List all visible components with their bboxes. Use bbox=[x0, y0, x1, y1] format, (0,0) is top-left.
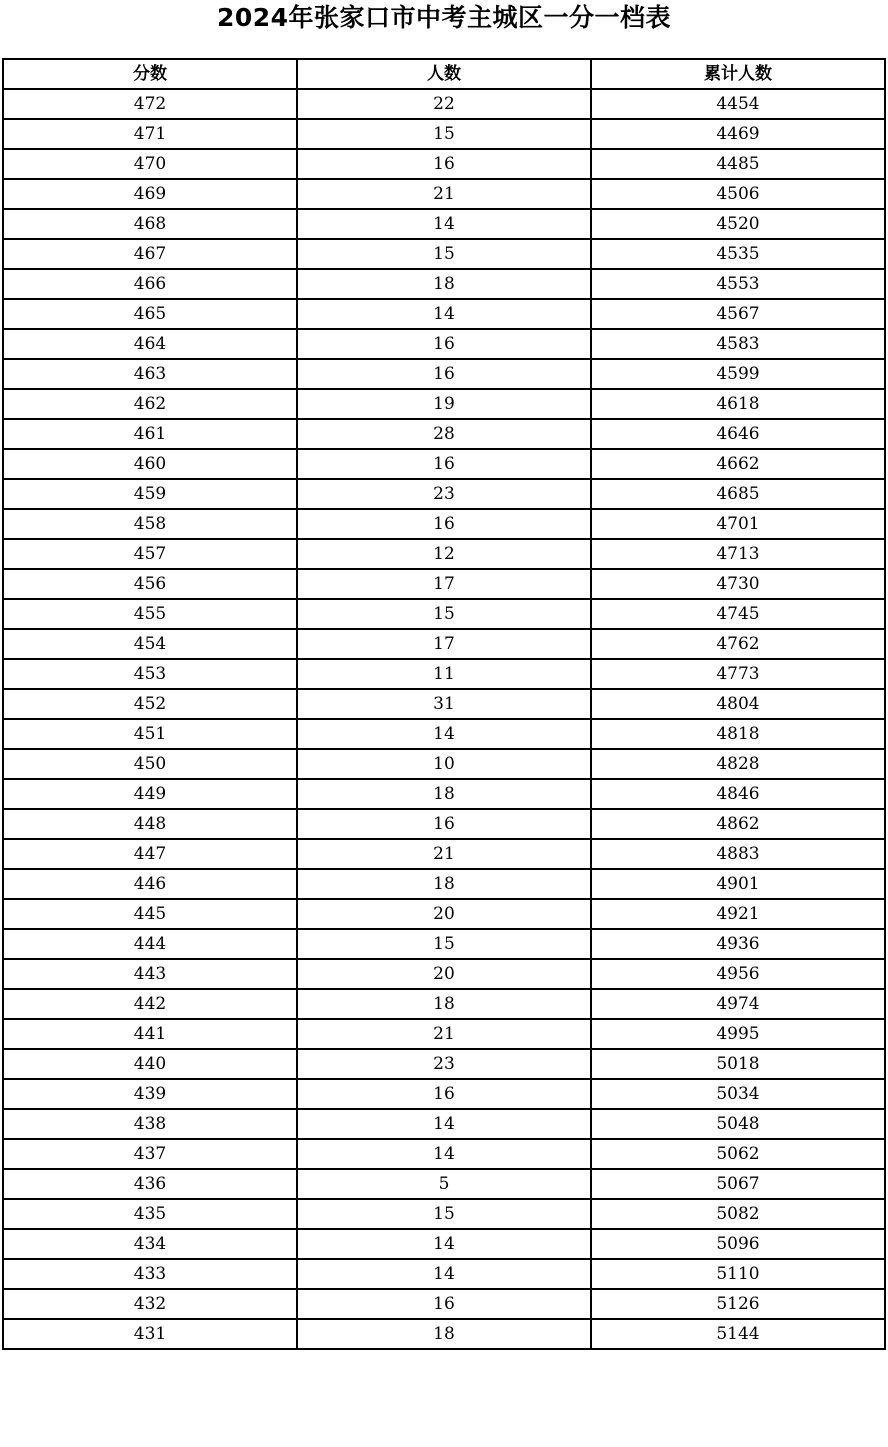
table-row bbox=[3, 899, 885, 929]
cell-score: 440 bbox=[3, 1049, 297, 1079]
cell-count: 17 bbox=[297, 629, 591, 659]
table-row bbox=[3, 449, 885, 479]
cell-score: 437 bbox=[3, 1139, 297, 1169]
cell-count: 23 bbox=[297, 479, 591, 509]
table-row bbox=[3, 1079, 885, 1109]
cell-score: 463 bbox=[3, 359, 297, 389]
cell-cumulative: 4599 bbox=[591, 359, 885, 389]
score-distribution-table bbox=[2, 58, 886, 1350]
table-row bbox=[3, 749, 885, 779]
cell-score: 447 bbox=[3, 839, 297, 869]
table-row bbox=[3, 479, 885, 509]
cell-score: 442 bbox=[3, 989, 297, 1019]
cell-count: 12 bbox=[297, 539, 591, 569]
table-row bbox=[3, 659, 885, 689]
cell-score: 436 bbox=[3, 1169, 297, 1199]
table-body bbox=[3, 89, 885, 1349]
table-row bbox=[3, 629, 885, 659]
table-row bbox=[3, 1199, 885, 1229]
cell-cumulative: 4567 bbox=[591, 299, 885, 329]
cell-score: 459 bbox=[3, 479, 297, 509]
cell-cumulative: 5144 bbox=[591, 1319, 885, 1349]
cell-count: 10 bbox=[297, 749, 591, 779]
cell-cumulative: 4535 bbox=[591, 239, 885, 269]
cell-count: 15 bbox=[297, 929, 591, 959]
table-row bbox=[3, 149, 885, 179]
cell-score: 435 bbox=[3, 1199, 297, 1229]
cell-cumulative: 4828 bbox=[591, 749, 885, 779]
cell-count: 17 bbox=[297, 569, 591, 599]
cell-count: 18 bbox=[297, 1319, 591, 1349]
cell-score: 449 bbox=[3, 779, 297, 809]
cell-count: 23 bbox=[297, 1049, 591, 1079]
cell-score: 443 bbox=[3, 959, 297, 989]
cell-count: 21 bbox=[297, 839, 591, 869]
cell-score: 462 bbox=[3, 389, 297, 419]
cell-score: 448 bbox=[3, 809, 297, 839]
table-row bbox=[3, 239, 885, 269]
cell-cumulative: 5062 bbox=[591, 1139, 885, 1169]
cell-cumulative: 4618 bbox=[591, 389, 885, 419]
cell-count: 14 bbox=[297, 1109, 591, 1139]
table-row bbox=[3, 1229, 885, 1259]
cell-cumulative: 5126 bbox=[591, 1289, 885, 1319]
table-row bbox=[3, 1319, 885, 1349]
cell-count: 16 bbox=[297, 449, 591, 479]
cell-cumulative: 5110 bbox=[591, 1259, 885, 1289]
cell-cumulative: 4485 bbox=[591, 149, 885, 179]
cell-count: 16 bbox=[297, 1079, 591, 1109]
cell-count: 14 bbox=[297, 719, 591, 749]
cell-cumulative: 4936 bbox=[591, 929, 885, 959]
header-count: 人数 bbox=[297, 59, 591, 89]
cell-count: 5 bbox=[297, 1169, 591, 1199]
cell-count: 15 bbox=[297, 599, 591, 629]
cell-score: 456 bbox=[3, 569, 297, 599]
cell-cumulative: 5018 bbox=[591, 1049, 885, 1079]
cell-count: 14 bbox=[297, 209, 591, 239]
table-row bbox=[3, 119, 885, 149]
cell-score: 453 bbox=[3, 659, 297, 689]
cell-count: 22 bbox=[297, 89, 591, 119]
cell-count: 28 bbox=[297, 419, 591, 449]
cell-score: 471 bbox=[3, 119, 297, 149]
cell-count: 14 bbox=[297, 1229, 591, 1259]
cell-cumulative: 4995 bbox=[591, 1019, 885, 1049]
cell-count: 15 bbox=[297, 119, 591, 149]
cell-cumulative: 4685 bbox=[591, 479, 885, 509]
table-row bbox=[3, 179, 885, 209]
cell-cumulative: 4773 bbox=[591, 659, 885, 689]
table-row bbox=[3, 1139, 885, 1169]
table-row bbox=[3, 329, 885, 359]
table-row bbox=[3, 689, 885, 719]
cell-score: 451 bbox=[3, 719, 297, 749]
cell-score: 469 bbox=[3, 179, 297, 209]
cell-score: 445 bbox=[3, 899, 297, 929]
cell-score: 465 bbox=[3, 299, 297, 329]
cell-cumulative: 4762 bbox=[591, 629, 885, 659]
cell-score: 438 bbox=[3, 1109, 297, 1139]
cell-score: 433 bbox=[3, 1259, 297, 1289]
table-row bbox=[3, 269, 885, 299]
cell-cumulative: 4883 bbox=[591, 839, 885, 869]
cell-cumulative: 4662 bbox=[591, 449, 885, 479]
cell-count: 16 bbox=[297, 809, 591, 839]
table-row bbox=[3, 1259, 885, 1289]
cell-score: 458 bbox=[3, 509, 297, 539]
cell-cumulative: 4713 bbox=[591, 539, 885, 569]
cell-cumulative: 5067 bbox=[591, 1169, 885, 1199]
cell-cumulative: 4506 bbox=[591, 179, 885, 209]
table-row bbox=[3, 1109, 885, 1139]
cell-cumulative: 4974 bbox=[591, 989, 885, 1019]
table-row bbox=[3, 989, 885, 1019]
table-row bbox=[3, 809, 885, 839]
table-row bbox=[3, 719, 885, 749]
table-row bbox=[3, 89, 885, 119]
cell-score: 452 bbox=[3, 689, 297, 719]
cell-count: 15 bbox=[297, 239, 591, 269]
table-row bbox=[3, 779, 885, 809]
cell-score: 431 bbox=[3, 1319, 297, 1349]
cell-cumulative: 4745 bbox=[591, 599, 885, 629]
cell-cumulative: 4454 bbox=[591, 89, 885, 119]
cell-score: 439 bbox=[3, 1079, 297, 1109]
cell-score: 450 bbox=[3, 749, 297, 779]
cell-score: 468 bbox=[3, 209, 297, 239]
cell-count: 16 bbox=[297, 149, 591, 179]
table-row bbox=[3, 539, 885, 569]
table-row bbox=[3, 1019, 885, 1049]
cell-count: 18 bbox=[297, 989, 591, 1019]
cell-score: 434 bbox=[3, 1229, 297, 1259]
table-row bbox=[3, 509, 885, 539]
cell-cumulative: 5096 bbox=[591, 1229, 885, 1259]
table-row bbox=[3, 359, 885, 389]
header-score: 分数 bbox=[3, 59, 297, 89]
cell-count: 18 bbox=[297, 269, 591, 299]
cell-score: 455 bbox=[3, 599, 297, 629]
cell-score: 444 bbox=[3, 929, 297, 959]
cell-score: 446 bbox=[3, 869, 297, 899]
cell-score: 472 bbox=[3, 89, 297, 119]
cell-count: 16 bbox=[297, 329, 591, 359]
cell-cumulative: 4520 bbox=[591, 209, 885, 239]
cell-cumulative: 5034 bbox=[591, 1079, 885, 1109]
cell-cumulative: 4804 bbox=[591, 689, 885, 719]
cell-score: 454 bbox=[3, 629, 297, 659]
table-row bbox=[3, 1049, 885, 1079]
table-row bbox=[3, 389, 885, 419]
cell-cumulative: 4956 bbox=[591, 959, 885, 989]
table-row bbox=[3, 959, 885, 989]
page-title: 2024年张家口市中考主城区一分一档表 bbox=[216, 3, 672, 32]
cell-score: 432 bbox=[3, 1289, 297, 1319]
cell-count: 11 bbox=[297, 659, 591, 689]
cell-count: 16 bbox=[297, 1289, 591, 1319]
cell-score: 470 bbox=[3, 149, 297, 179]
cell-score: 457 bbox=[3, 539, 297, 569]
cell-count: 14 bbox=[297, 1139, 591, 1169]
cell-cumulative: 5082 bbox=[591, 1199, 885, 1229]
cell-count: 18 bbox=[297, 779, 591, 809]
table-row bbox=[3, 299, 885, 329]
cell-count: 21 bbox=[297, 179, 591, 209]
cell-cumulative: 4646 bbox=[591, 419, 885, 449]
cell-cumulative: 4921 bbox=[591, 899, 885, 929]
cell-score: 466 bbox=[3, 269, 297, 299]
cell-count: 15 bbox=[297, 1199, 591, 1229]
header-cumulative: 累计人数 bbox=[591, 59, 885, 89]
cell-score: 467 bbox=[3, 239, 297, 269]
table-header-row bbox=[3, 59, 885, 89]
cell-cumulative: 4730 bbox=[591, 569, 885, 599]
cell-count: 14 bbox=[297, 1259, 591, 1289]
cell-count: 14 bbox=[297, 299, 591, 329]
cell-count: 16 bbox=[297, 509, 591, 539]
cell-count: 31 bbox=[297, 689, 591, 719]
table-row bbox=[3, 869, 885, 899]
cell-cumulative: 4553 bbox=[591, 269, 885, 299]
cell-count: 19 bbox=[297, 389, 591, 419]
table-row bbox=[3, 599, 885, 629]
table-row bbox=[3, 1169, 885, 1199]
cell-count: 20 bbox=[297, 899, 591, 929]
cell-count: 18 bbox=[297, 869, 591, 899]
table-row bbox=[3, 839, 885, 869]
cell-score: 464 bbox=[3, 329, 297, 359]
cell-cumulative: 5048 bbox=[591, 1109, 885, 1139]
cell-cumulative: 4901 bbox=[591, 869, 885, 899]
cell-cumulative: 4846 bbox=[591, 779, 885, 809]
cell-score: 460 bbox=[3, 449, 297, 479]
table-row bbox=[3, 209, 885, 239]
cell-cumulative: 4469 bbox=[591, 119, 885, 149]
table-row bbox=[3, 569, 885, 599]
table-row bbox=[3, 929, 885, 959]
table-row bbox=[3, 419, 885, 449]
cell-count: 21 bbox=[297, 1019, 591, 1049]
cell-score: 441 bbox=[3, 1019, 297, 1049]
cell-cumulative: 4818 bbox=[591, 719, 885, 749]
cell-count: 20 bbox=[297, 959, 591, 989]
cell-cumulative: 4862 bbox=[591, 809, 885, 839]
cell-cumulative: 4701 bbox=[591, 509, 885, 539]
cell-score: 461 bbox=[3, 419, 297, 449]
table-row bbox=[3, 1289, 885, 1319]
cell-cumulative: 4583 bbox=[591, 329, 885, 359]
cell-count: 16 bbox=[297, 359, 591, 389]
